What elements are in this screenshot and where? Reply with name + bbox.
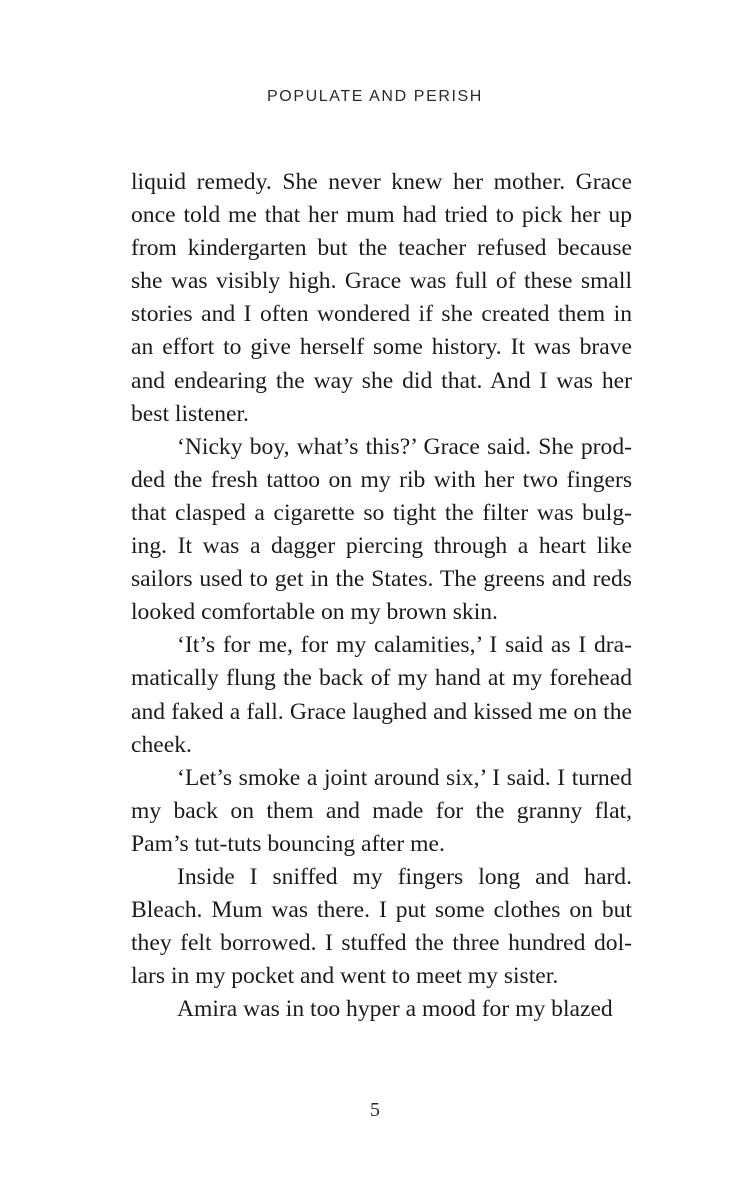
paragraph: liquid remedy. She never knew her mother. Grace once told me that her mum had tried to pick her up from kindergarten but the teacher refused because she was visibly high. Grace was full of these small stories and I often wondered if she created them in an effort to give herself some history. It was brave and endearing the way she did that. And I was her best listener. bbox=[131, 169, 632, 427]
page-number: 5 bbox=[370, 1099, 380, 1121]
body-text bbox=[131, 166, 632, 1026]
running-head: POPULATE AND PERISH bbox=[267, 88, 483, 105]
paragraph: ‘Let’s smoke a joint around six,’ I said. I turned my back on them and made for the granny flat, Pam’s tut-tuts bouncing after me. bbox=[131, 764, 632, 857]
paragraph: ‘It’s for me, for my calamities,’ I said as I dramatically flung the back of my hand at my forehead and faked a fall. Grace laughed and kissed me on the cheek. bbox=[131, 632, 632, 758]
paragraph: Inside I sniffed my fingers long and hard. Bleach. Mum was there. I put some clothes on but they felt borrowed. I stuffed the three hundred dollars in my pocket and went to meet my sister. bbox=[131, 863, 632, 990]
paragraph: Amira was in too hyper a mood for my blazed bbox=[177, 996, 613, 1023]
paragraph: ‘Nicky boy, what’s this?’ Grace said. She prodded the fresh tattoo on my rib with her two fingers that clasped a cigarette so tight the filter was bulging. It was a dagger piercing through a heart like sailors used to get in the States. The greens and reds looked comfortable on my brown skin. bbox=[131, 433, 632, 626]
